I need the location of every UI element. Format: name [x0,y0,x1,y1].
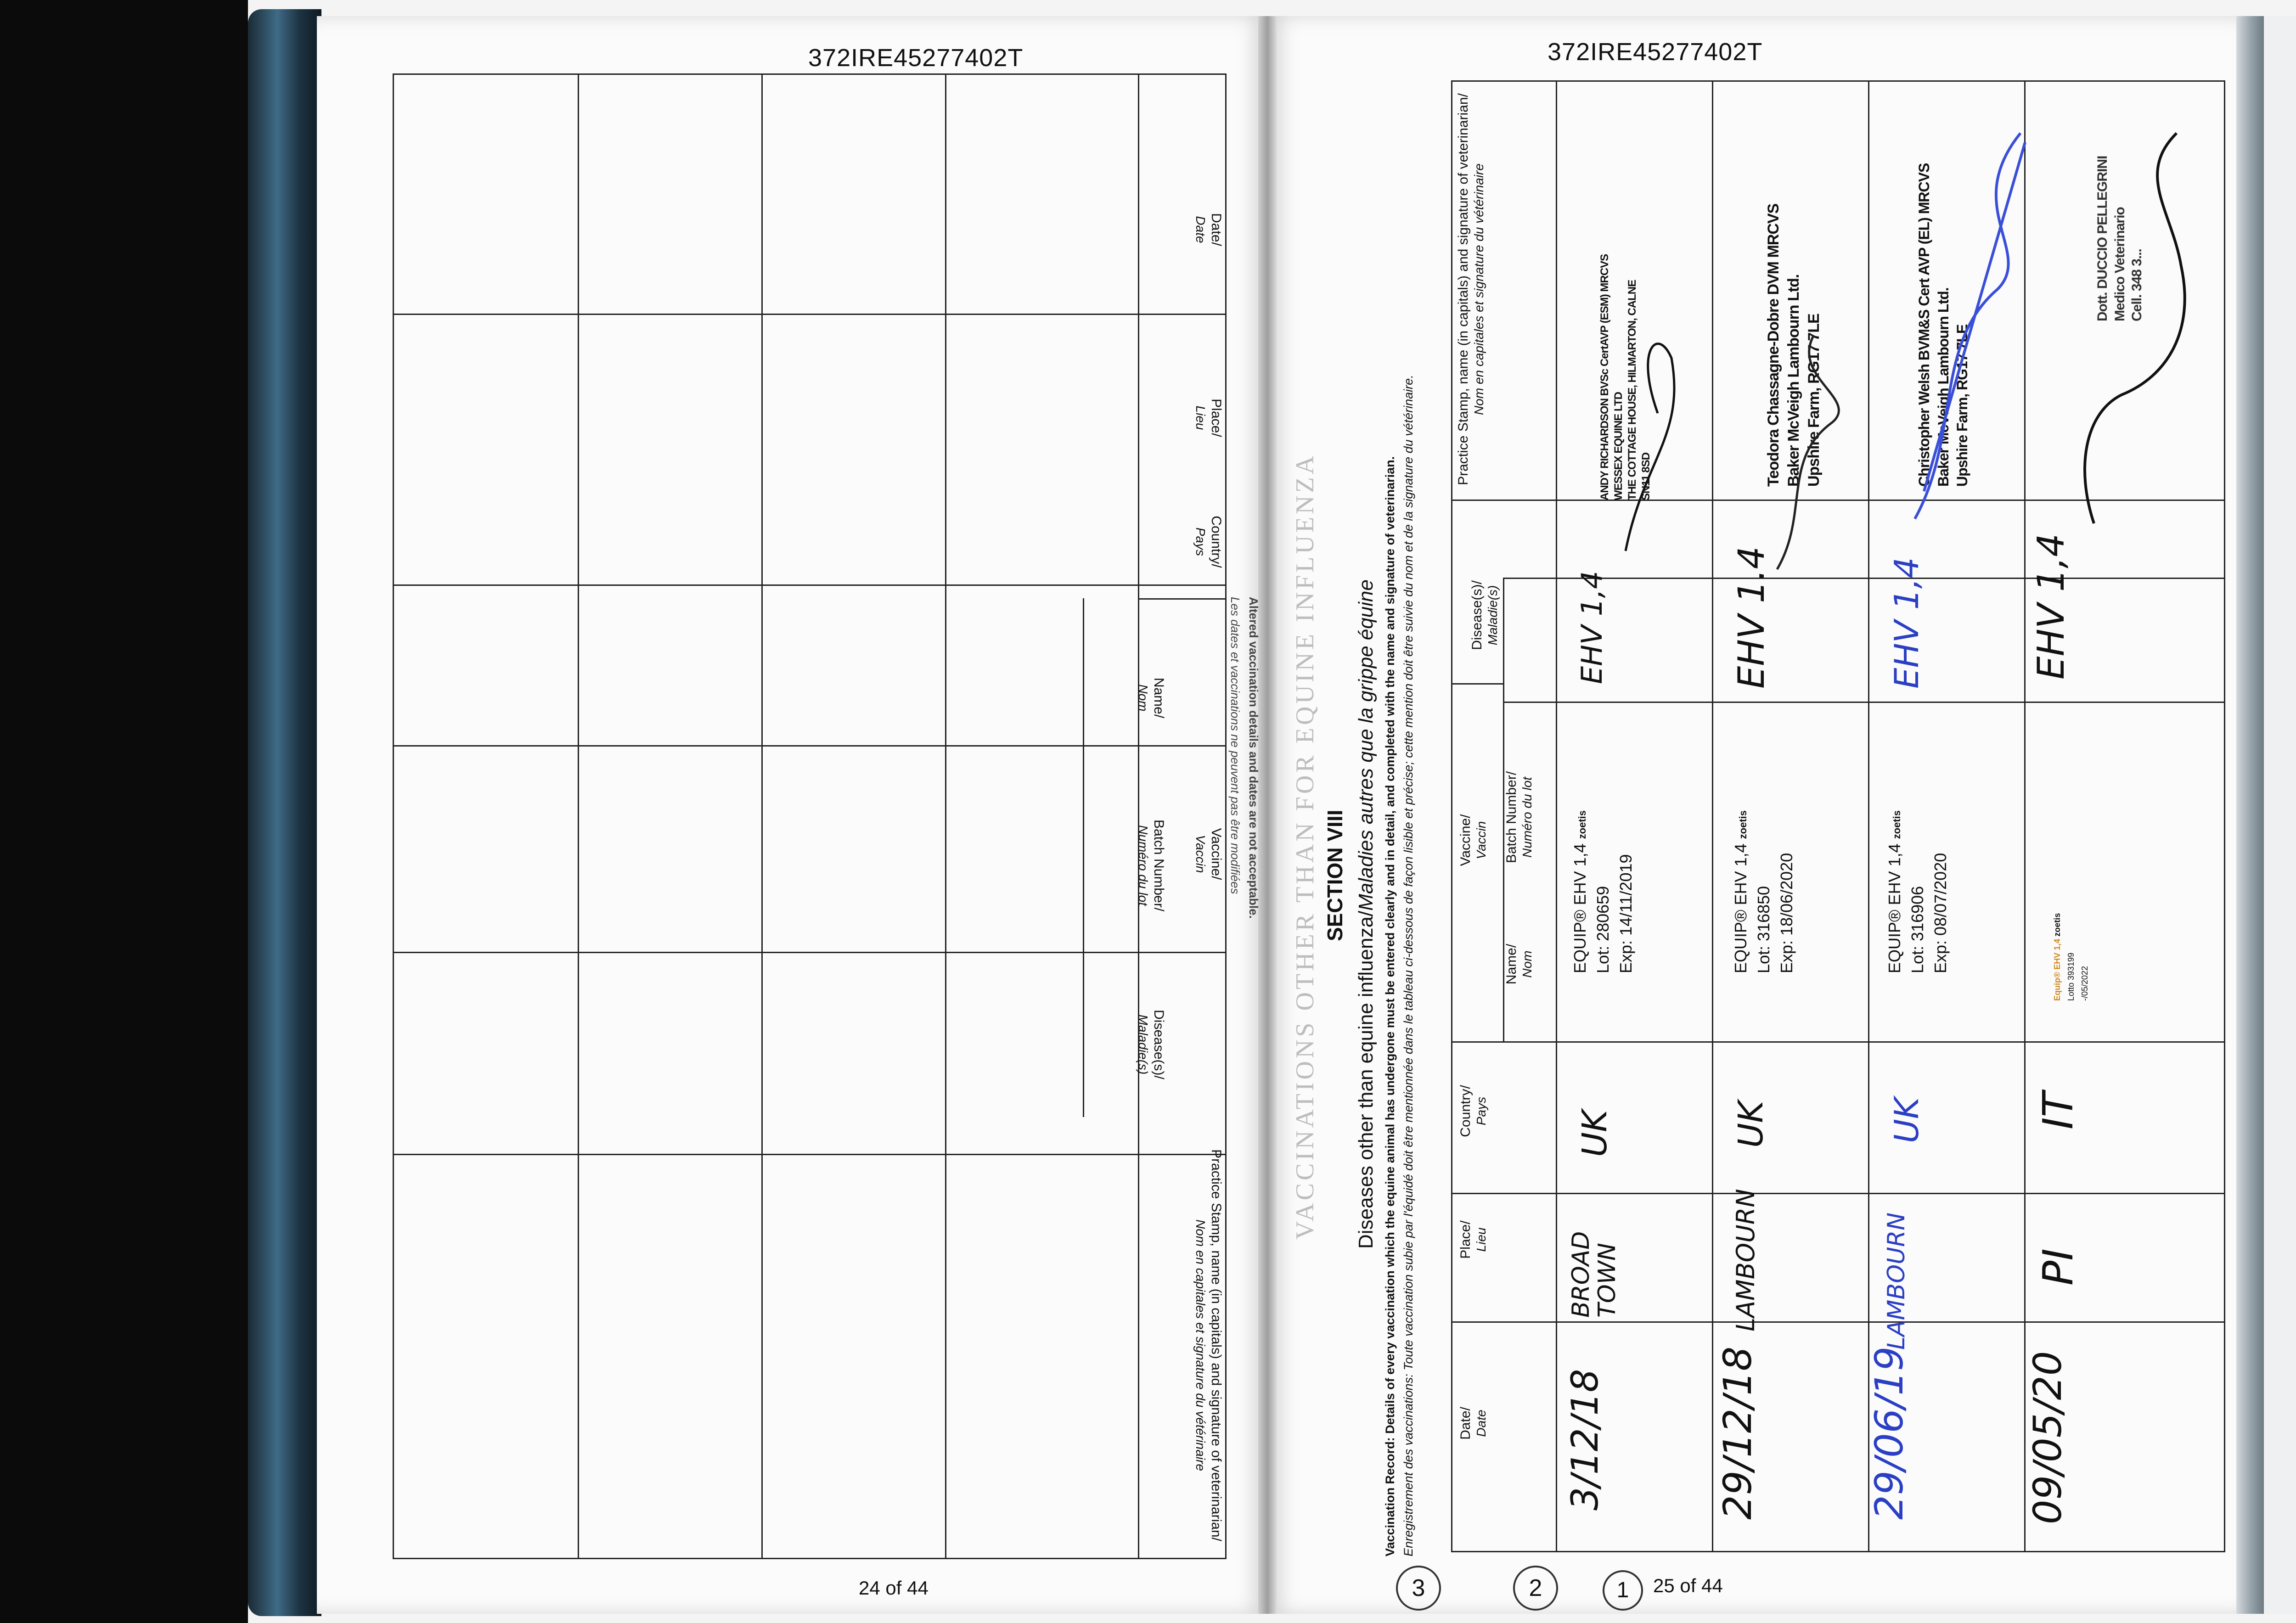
row1-disease: EHV 1,4 [1575,571,1609,684]
left-page-header: 372IRE45277402T [808,44,1024,72]
row3-stamp: Christopher Welsh BVM&S Cert AVP (EL) MRCVS Baker McVeigh Lambourn Ltd. Upshire Farm, RG17 7LE [1916,163,1971,487]
row1-place: BROAD TOWN [1567,1231,1621,1318]
left-col-vaccine: Vaccine/ Vaccin [1193,828,1224,880]
row2-stamp: Teodora Chassagne-Dobre DVM MRCVS Baker McVeigh Lambourn Ltd. Upshire Farm, RG17 7LE [1765,203,1823,487]
col-vaccine-header: Vaccine/ Vaccin [1458,814,1488,866]
left-col-place: Place/ Lieu [1193,399,1224,437]
left-col-stamp: Practice Stamp, name (in capitals) and signature of veterinarian/ Nom en capitales et signature du vétérinaire [1193,1149,1224,1541]
scan-margin [2264,16,2296,1614]
left-col-batch: Batch Number/ Numéro du lot [1136,819,1166,912]
row3-disease: EHV 1,4 [1887,557,1926,689]
row3-lot: Lot: 316906 [1908,886,1927,973]
right-page-header: 372IRE45277402T [1548,38,1763,66]
row1-lot: Lot: 280659 [1593,886,1612,973]
row3-marker: 3 [1396,1566,1441,1611]
row2-disease: EHV 1.4 [1731,546,1773,689]
col-date-header: Date/ Date [1458,1407,1488,1440]
row1-exp: Exp: 14/11/2019 [1616,854,1635,973]
intro-text: Vaccination Record: Details of every vaccination which the equine animal has undergone must be entered clearly and in detail, and completed with the name and signature of veterinarian. [1383,456,1397,1556]
passport-cover-spine [248,9,321,1616]
right-page-number: 25 of 44 [1653,1575,1723,1596]
row3-place: LAMBOURN [1883,1212,1910,1350]
left-margin-note: Altered vaccination details and dates are not acceptable. [1247,597,1261,919]
section-watermark: VACCINATIONS OTHER THAN FOR EQUINE INFLUENZA [1291,453,1319,1240]
row4-place: PI [2034,1248,2082,1286]
row2-lot: Lot: 316850 [1754,886,1773,973]
row2-exp: Exp: 18/06/2020 [1777,853,1796,973]
left-table-lines [394,75,1225,1558]
row4-disease: EHV 1,4 [2030,533,2072,680]
row4-country: IT [2034,1092,2082,1129]
row2-marker: 2 [1513,1566,1558,1611]
col-place-header: Place/ Lieu [1458,1220,1488,1259]
col-disease-header: Disease(s)/ Maladie(s) [1469,580,1500,650]
row1-country: UK [1575,1110,1615,1157]
row3-signature [1906,115,2043,528]
page-edge [2236,16,2264,1614]
left-col-country: Country/ Pays [1193,516,1224,568]
left-col-disease: Disease(s)/ Maladie(s) [1136,1010,1166,1079]
row3-country: UK [1887,1097,1926,1143]
left-blank-vaccination-table [393,73,1227,1559]
row2-date: 29/12/18 [1715,1346,1760,1520]
row1-signature [1616,321,1699,560]
row2-country: UK [1731,1101,1771,1148]
intro-text-fr: Enregistrement des vaccinations: Toute vaccination subie par l'équidé doit être mentionnée dans le tableau ci-dessous de façon lisible et précise; cette mention doit être suivie du nom et de la signature du vétérinaire. [1401,375,1415,1556]
book-gutter [1258,16,1277,1614]
section-subtitle: Diseases other than equine influenza/Maladies autres que la grippe équine [1355,579,1377,1249]
row3-exp: Exp: 08/07/2020 [1931,853,1950,973]
col-name-header: Name/ Nom [1504,943,1534,985]
row1-marker: 1 [1603,1570,1643,1611]
row4-exp: -/05/2022 [2080,966,2089,1001]
row4-vaccine: Equip® EHV 1,4 zoetis [2053,913,2062,1001]
col-country-header: Country/ Pays [1458,1085,1488,1137]
left-col-date: Date/ Date [1193,213,1224,246]
row1-date: 3/12/18 [1564,1369,1606,1511]
row1-vaccine: EQUIP® EHV 1,4 zoetis [1570,810,1589,973]
row4-stamp: Dott. DUCCIO PELLEGRINI Medico Veterinario Cell. 348 3... [2095,156,2144,321]
left-page-number: 24 of 44 [859,1577,929,1599]
section-title: SECTION VIII [1323,809,1347,941]
row4-signature [2066,119,2213,533]
row3-vaccine: EQUIP® EHV 1,4 zoetis [1885,810,1904,973]
col-batch-header: Batch Number/ Numéro du lot [1504,771,1534,864]
row2-place: LAMBOURN [1731,1189,1760,1331]
row4-lot: Lotto 393199 [2066,952,2076,1001]
row4-date: 09/05/20 [2025,1351,2070,1524]
left-col-name: Name/ Nom [1136,677,1166,719]
row2-signature [1763,321,1864,578]
left-margin-note-fr: Les dates et vaccinations ne peuvent pas être modifiées [1228,597,1242,894]
col-stamp-header: Practice Stamp, name (in capitals) and signature of veterinarian/ Nom en capitales et signature du vétérinaire [1456,93,1486,485]
row2-vaccine: EQUIP® EHV 1,4 zoetis [1731,810,1750,973]
row1-stamp: ANDY RICHARDSON BVSc CertAVP (ESM) MRCVS WESSEX EQUINE LTD THE COTTAGE HOUSE, HILMARTON, CALNE SN11 8SD [1598,254,1652,500]
scanner-shadow [0,0,248,1623]
row3-date: 29/06/19 [1867,1346,1912,1520]
